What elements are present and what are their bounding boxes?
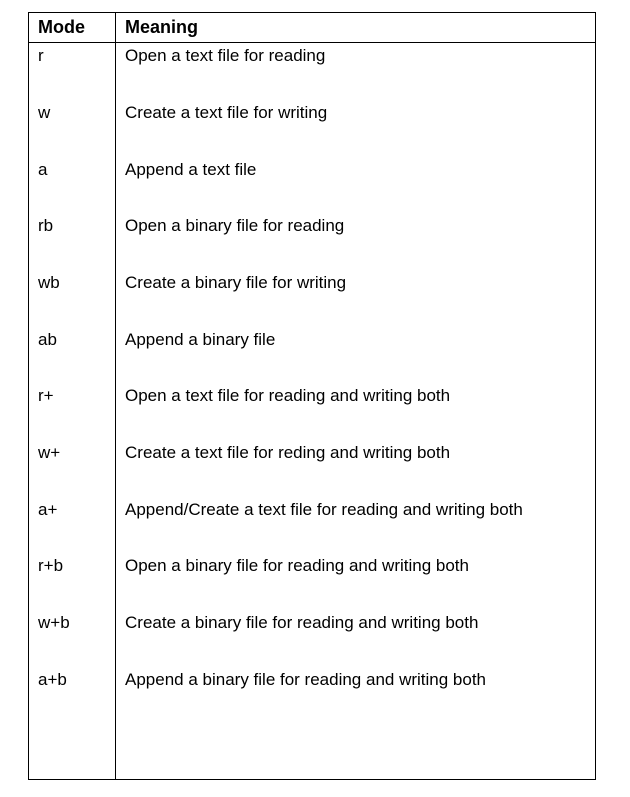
meaning-cell: Create a binary file for writing bbox=[125, 273, 347, 292]
mode-cell: rb bbox=[38, 216, 54, 235]
meaning-cell: Append a text file bbox=[125, 160, 257, 179]
table-row bbox=[29, 555, 595, 579]
file-modes-table bbox=[28, 12, 596, 780]
table-row bbox=[29, 442, 595, 466]
mode-cell: a bbox=[38, 160, 48, 179]
table-row bbox=[29, 669, 595, 693]
meaning-cell: Create a text file for reding and writing both bbox=[125, 443, 451, 462]
meaning-cell: Append/Create a text file for reading and writing both bbox=[125, 500, 523, 519]
table-row bbox=[29, 102, 595, 126]
meaning-cell: Open a binary file for reading bbox=[125, 216, 345, 235]
header-meaning: Meaning bbox=[125, 17, 199, 37]
meaning-cell: Append a binary file for reading and writing both bbox=[125, 670, 487, 689]
meaning-cell: Create a text file for writing bbox=[125, 103, 328, 122]
table-row bbox=[29, 329, 595, 353]
header-mode: Mode bbox=[38, 17, 85, 37]
mode-cell: wb bbox=[38, 273, 60, 292]
table-row bbox=[29, 612, 595, 636]
mode-cell: w+b bbox=[38, 613, 70, 632]
meaning-cell: Create a binary file for reading and writing both bbox=[125, 613, 479, 632]
mode-cell: w+ bbox=[38, 443, 61, 462]
mode-cell: r bbox=[38, 46, 44, 65]
table-row bbox=[29, 272, 595, 296]
table-row bbox=[29, 215, 595, 239]
mode-cell: ab bbox=[38, 330, 57, 349]
meaning-cell: Open a binary file for reading and writing both bbox=[125, 556, 469, 575]
meaning-cell: Open a text file for reading and writing both bbox=[125, 386, 451, 405]
table-row bbox=[29, 45, 595, 69]
meaning-cell: Open a text file for reading bbox=[125, 46, 326, 65]
table-row bbox=[29, 385, 595, 409]
mode-cell: a+ bbox=[38, 500, 58, 519]
table-row bbox=[29, 159, 595, 183]
table-row bbox=[29, 499, 595, 523]
mode-cell: a+b bbox=[38, 670, 67, 689]
header-divider bbox=[29, 42, 595, 43]
mode-cell: r+ bbox=[38, 386, 54, 405]
mode-cell: w bbox=[38, 103, 51, 122]
meaning-cell: Append a binary file bbox=[125, 330, 276, 349]
mode-cell: r+b bbox=[38, 556, 64, 575]
